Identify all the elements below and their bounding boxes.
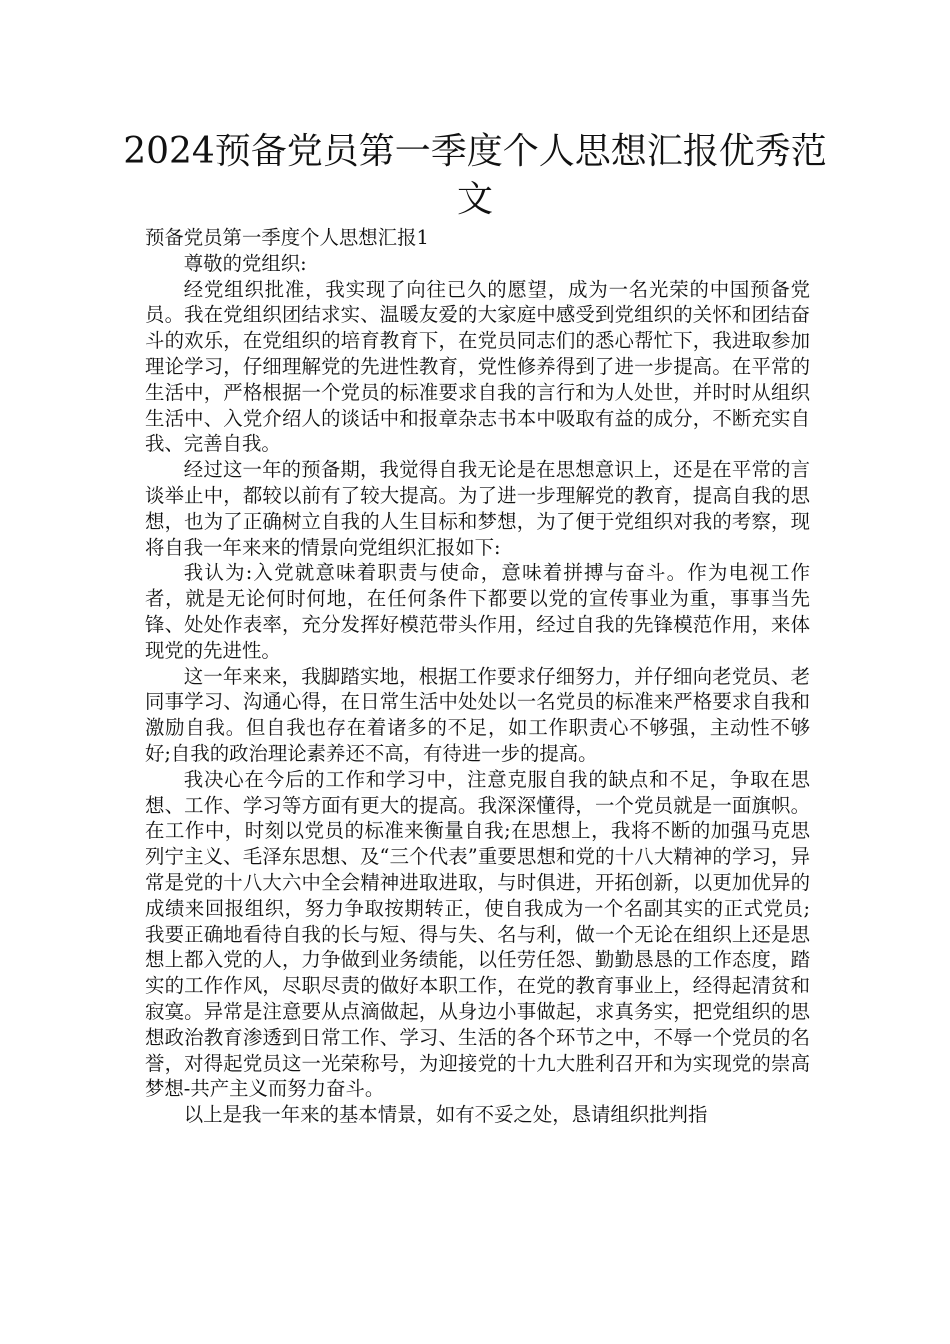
paragraph: 我决心在今后的工作和学习中，注意克服自我的缺点和不足，争取在思想、工作、学习等方面有更大的提高。我深深懂得，一个党员就是一面旗帜。在工作中，时刻以党员的标准来衡量自我;在思想上，我将不断的加强马克思列宁主义、毛泽东思想、及“三个代表”重要思想和党的十八大精神的学习，异常是党的十八大六中全会精神进取进取，与时俱进，开拓创新，以更加优异的成绩来回报组织，努力争取按期转正，使自我成为一个名副其实的正式党员;我要正确地看待自我的长与短、得与失、名与利，做一个无论在组织上还是思想上都入党的人，力争做到业务绩能，以任劳任怨、勤勤恳恳的工作态度，踏实的工作作风，尽职尽责的做好本职工作，在党的教育事业上，经得起清贫和寂寞。异常是注意要从点滴做起，从身边小事做起，求真务实，把党组织的思想政治教育渗透到日常工作、学习、生活的各个环节之中，不辱一个党员的名誉，对得起党员这一光荣称号，为迎接党的十九大胜利召开和为实现党的崇高梦想-共产主义而努力奋斗。: [145, 767, 810, 1101]
paragraph: 我认为:入党就意味着职责与使命，意味着拼搏与奋斗。作为电视工作者，就是无论何时何地，在任何条件下都要以党的宣传事业为重，事事当先锋、处处作表率，充分发挥好模范带头作用，经过自我的先锋模范作用，来体现党的先进性。: [145, 561, 810, 662]
paragraph: 这一年来来，我脚踏实地，根据工作要求仔细努力，并仔细向老党员、老同事学习、沟通心得，在日常生活中处处以一名党员的标准来严格要求自我和激励自我。但自我也存在着诸多的不足，如工作职责心不够强，主动性不够好;自我的政治理论素养还不高，有待进一步的提高。: [145, 664, 810, 765]
paragraph: 经过这一年的预备期，我觉得自我无论是在思想意识上，还是在平常的言谈举止中，都较以前有了较大提高。为了进一步理解党的教育，提高自我的思想，也为了正确树立自我的人生目标和梦想，为了便于党组织对我的考察，现将自我一年来来的情景向党组织汇报如下:: [145, 458, 810, 559]
document-body: [145, 225, 810, 1128]
document-subtitle: 预备党员第一季度个人思想汇报1: [145, 226, 429, 249]
paragraph: 以上是我一年来的基本情景，如有不妥之处，恳请组织批判指: [183, 1103, 708, 1127]
paragraph: 经党组织批准，我实现了向往已久的愿望，成为一名光荣的中国预备党员。我在党组织团结求实、温暖友爱的大家庭中感受到党组织的关怀和团结奋斗的欢乐，在党组织的培育教育下，在党员同志们的悉心帮忙下，我进取参加理论学习，仔细理解党的先进性教育，党性修养得到了进一步提高。在平常的生活中，严格根据一个党员的标准要求自我的言行和为人处世，并时时从组织生活中、入党介绍人的谈话中和报章杂志书本中吸取有益的成分，不断充实自我、完善自我。: [145, 277, 810, 456]
salutation: 尊敬的党组织:: [183, 251, 307, 275]
document-title: 2024预备党员第一季度个人思想汇报优秀范文: [123, 131, 827, 220]
